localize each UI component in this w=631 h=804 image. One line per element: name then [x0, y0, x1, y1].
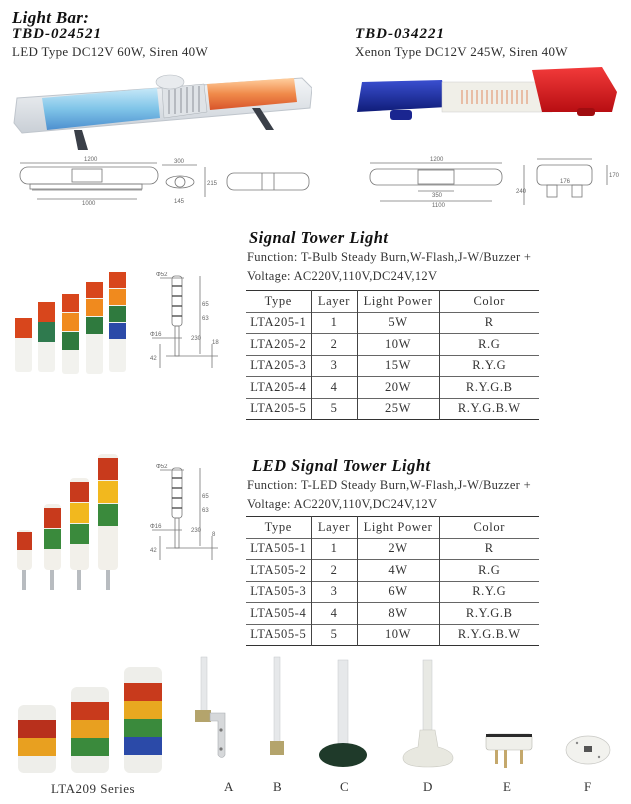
lta209-series-image — [15, 665, 165, 775]
cell-type: LTA205-3 — [250, 358, 307, 373]
table-row — [246, 560, 539, 582]
svg-text:63: 63 — [202, 508, 209, 514]
cell-power: 5W — [357, 312, 439, 334]
cell-layer: 5 — [311, 624, 357, 646]
signal-tower-voltage: Voltage: AC220V,110V,DC24V,12V — [247, 269, 438, 283]
led-signal-tower-title: LED Signal Tower Light — [252, 456, 431, 475]
svg-text:42: 42 — [150, 548, 157, 554]
column-header-light-power: Light Power — [357, 291, 439, 313]
cell-power: 4W — [357, 560, 439, 582]
led-signal-tower-function: Function: T-LED Steady Burn,W-Flash,J-W/Buzzer + — [247, 478, 531, 492]
column-header-color: Color — [439, 291, 539, 313]
cell-layer: 1 — [311, 312, 357, 334]
table-row — [246, 334, 539, 356]
table-row — [246, 355, 539, 377]
accessory-a-label: A — [224, 779, 234, 794]
signal-tower-product-image — [10, 270, 130, 385]
accessory-b-image — [262, 655, 292, 765]
accessory-f-label: F — [584, 779, 592, 794]
table-row — [246, 377, 539, 399]
svg-text:230: 230 — [191, 528, 202, 534]
table-row — [246, 312, 539, 334]
accessory-e-label: E — [503, 779, 512, 794]
accessory-e-image — [484, 730, 534, 772]
cell-color: R.Y.G.B.W — [439, 398, 539, 420]
svg-text:176: 176 — [560, 179, 571, 185]
led-light-bar-image — [12, 68, 312, 153]
svg-text:145: 145 — [174, 199, 185, 205]
light-bar-desc-2: Xenon Type DC12V 245W, Siren 40W — [355, 44, 568, 59]
cell-layer: 1 — [311, 538, 357, 560]
column-header-light-power: Light Power — [357, 517, 439, 539]
svg-text:18: 18 — [212, 340, 219, 346]
table-row — [246, 538, 539, 560]
svg-text:Φ16: Φ16 — [150, 524, 162, 530]
cell-color: R.Y.G.B.W — [439, 624, 539, 646]
table-row — [246, 603, 539, 625]
svg-text:63: 63 — [202, 316, 209, 322]
cell-type: LTA205-5 — [250, 401, 307, 416]
cell-color: R.Y.G — [439, 581, 539, 603]
cell-type: LTA505-5 — [250, 627, 307, 642]
cell-layer: 2 — [311, 560, 357, 582]
led-signal-tower-voltage: Voltage: AC220V,110V,DC24V,12V — [247, 497, 438, 511]
svg-text:1100: 1100 — [432, 203, 445, 209]
light-bar-model-2: TBD-034221 — [355, 26, 445, 42]
led-signal-tower-spec-table — [246, 516, 539, 646]
cell-power: 10W — [357, 624, 439, 646]
svg-text:350: 350 — [432, 193, 443, 199]
svg-text:Φ52: Φ52 — [156, 272, 168, 278]
xenon-light-bar-dimension-drawing — [352, 155, 622, 210]
led-light-bar-dimension-drawing — [12, 155, 312, 210]
table-header-row — [246, 291, 539, 313]
cell-layer: 3 — [311, 581, 357, 603]
cell-power: 8W — [357, 603, 439, 625]
cell-type: LTA505-3 — [250, 584, 307, 599]
svg-text:300: 300 — [174, 159, 185, 165]
lta209-series-label: LTA209 Series — [51, 781, 136, 796]
table-row — [246, 581, 539, 603]
led-signal-tower-dimension-drawing — [148, 464, 220, 564]
accessory-a-image — [190, 655, 240, 765]
accessory-d-label: D — [423, 779, 433, 794]
cell-type: LTA505-4 — [250, 605, 307, 620]
column-header-type: Type — [264, 519, 292, 534]
cell-layer: 2 — [311, 334, 357, 356]
signal-tower-spec-table — [246, 290, 539, 420]
accessory-d-image — [398, 655, 458, 770]
cell-power: 2W — [357, 538, 439, 560]
accessory-c-image — [318, 655, 373, 770]
cell-power: 15W — [357, 355, 439, 377]
svg-text:65: 65 — [202, 302, 209, 308]
cell-color: R.G — [439, 334, 539, 356]
led-signal-tower-product-image — [12, 452, 122, 592]
cell-type: LTA205-2 — [250, 336, 307, 351]
cell-power: 20W — [357, 377, 439, 399]
signal-tower-dimension-drawing — [148, 272, 220, 372]
cell-color: R — [439, 538, 539, 560]
cell-color: R.G — [439, 560, 539, 582]
cell-color: R — [439, 312, 539, 334]
light-bar-model-1: TBD-024521 — [12, 26, 102, 42]
column-header-layer: Layer — [311, 517, 357, 539]
svg-text:42: 42 — [150, 356, 157, 362]
svg-text:Φ52: Φ52 — [156, 464, 168, 470]
cell-type: LTA505-2 — [250, 562, 307, 577]
cell-type: LTA205-1 — [250, 315, 307, 330]
column-header-type: Type — [264, 293, 292, 308]
svg-text:215: 215 — [207, 181, 218, 187]
svg-text:65: 65 — [202, 494, 209, 500]
table-header-row — [246, 517, 539, 539]
cell-color: R.Y.G.B — [439, 603, 539, 625]
svg-text:240: 240 — [516, 189, 527, 195]
table-row — [246, 624, 539, 646]
xenon-light-bar-image — [352, 62, 622, 122]
cell-power: 6W — [357, 581, 439, 603]
svg-text:1000: 1000 — [82, 201, 96, 207]
accessory-f-image — [563, 733, 613, 768]
accessory-c-label: C — [340, 779, 350, 794]
svg-text:1200: 1200 — [430, 157, 444, 163]
cell-power: 10W — [357, 334, 439, 356]
table-row — [246, 398, 539, 420]
cell-layer: 3 — [311, 355, 357, 377]
svg-text:170: 170 — [609, 173, 620, 179]
light-bar-desc-1: LED Type DC12V 60W, Siren 40W — [12, 44, 209, 59]
signal-tower-function: Function: T-Bulb Steady Burn,W-Flash,J-W/Buzzer + — [247, 250, 532, 264]
cell-power: 25W — [357, 398, 439, 420]
svg-text:Φ16: Φ16 — [150, 332, 162, 338]
cell-color: R.Y.G — [439, 355, 539, 377]
signal-tower-title: Signal Tower Light — [249, 228, 389, 247]
cell-layer: 4 — [311, 603, 357, 625]
column-header-layer: Layer — [311, 291, 357, 313]
svg-text:1200: 1200 — [84, 157, 98, 163]
accessory-b-label: B — [273, 779, 283, 794]
light-bar-title: Light Bar: — [12, 8, 90, 27]
cell-color: R.Y.G.B — [439, 377, 539, 399]
svg-text:230: 230 — [191, 336, 202, 342]
cell-layer: 4 — [311, 377, 357, 399]
cell-type: LTA205-4 — [250, 379, 307, 394]
cell-type: LTA505-1 — [250, 541, 307, 556]
column-header-color: Color — [439, 517, 539, 539]
svg-text:8: 8 — [212, 532, 216, 538]
cell-layer: 5 — [311, 398, 357, 420]
